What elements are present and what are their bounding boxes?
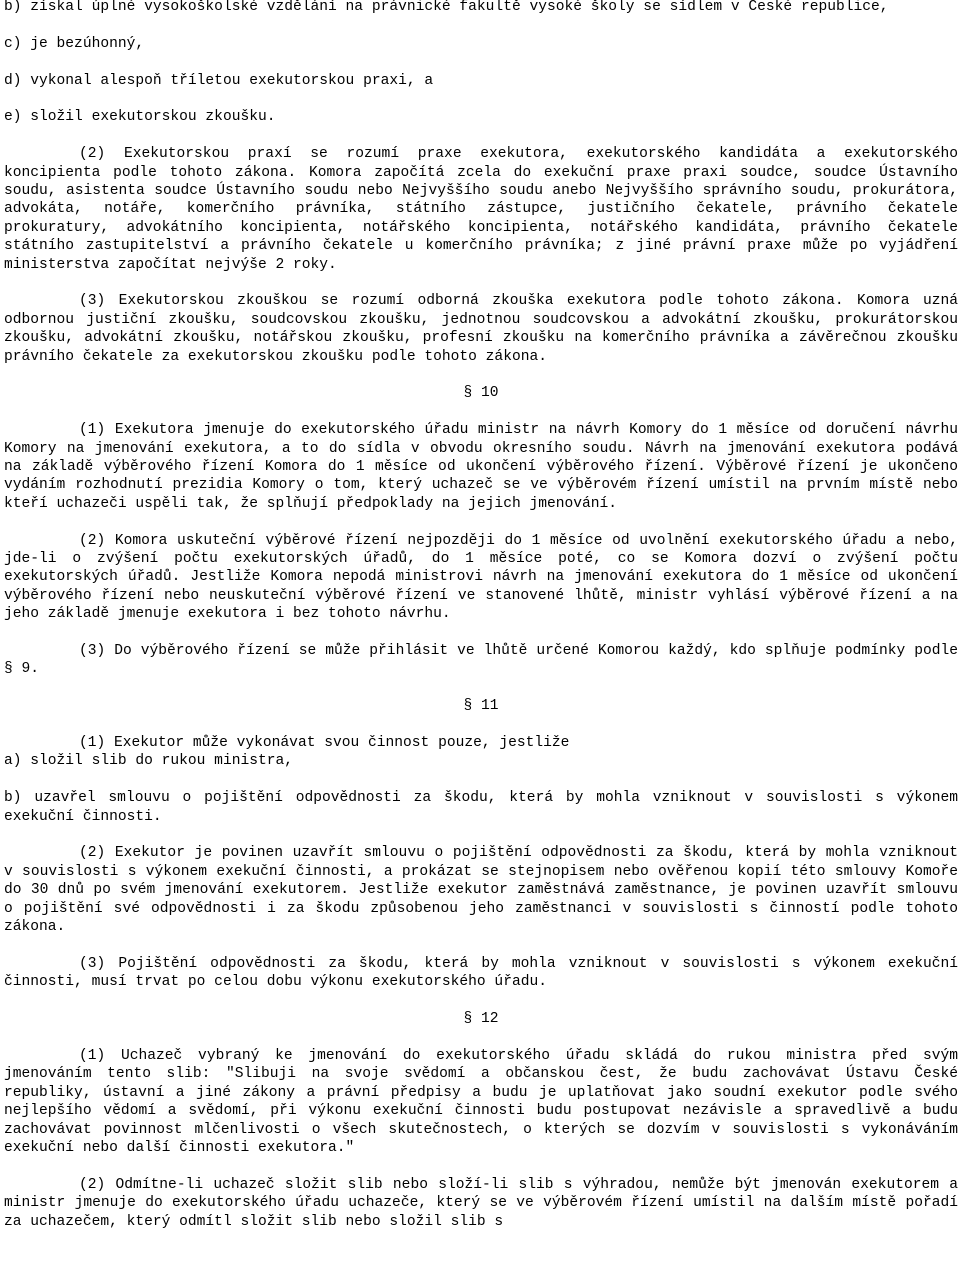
paragraph-12-1: (1) Uchazeč vybraný ke jmenování do exekutorského úřadu skládá do rukou ministra před svým jmenováním tento slib: "Slibuji na svoje svědomí a občanskou čest, že budu zachovávat Ústavu České republiky, ústavní a jiné zákony a právní předpisy a budu je uplatňovat jako soudní exekutor podle svého nejlepšího vědomí a svědomí, při výkonu exekuční činnosti budu postupovat nezávisle a spravedlivě a budu zachovávat povinnost mlčenlivosti o všech skutečnostech, o kterých se dozvím v souvislosti s vykonáváním exekuční nebo další činnosti exekutora." (4, 1047, 958, 1156)
paragraph-11-1: (1) Exekutor může vykonávat svou činnost pouze, jestliže (79, 735, 570, 752)
section-heading-11: § 11 (463, 698, 499, 715)
paragraph-9-2: (2) Exekutorskou praxí se rozumí praxe exekutora, exekutorského kandidáta a exekutorského koncipienta podle tohoto zákona. Komora započítá zcela do exekuční praxe praxi soudce, soudce Ústavního soudu, asistenta soudce Ústavního soudu nebo Nejvyššího soudu anebo Nejvyššího správního soudu, prokurátora, advokáta, notáře, komerčního právníka, státního zástupce, justičního čekatele, právního čekatele prokuratury, advokátního koncipienta, notářského koncipienta, notářského kandidáta, právního čekatele státního zastupitelství a právního čekatele u komerčního právníka; z jiné právní praxe může po vyjádření ministerstva započítat nejvýše 2 roky. (4, 146, 958, 273)
list-item-d: d) vykonal alespoň tříletou exekutorskou praxi, a (4, 72, 434, 89)
paragraph-11-3: (3) Pojištění odpovědnosti za škodu, která by mohla vzniknout v souvislosti s výkonem exekuční činnosti, musí trvat po celou dobu výkonu exekutorského úřadu. (4, 955, 958, 991)
list-item-b: b) získal úplné vysokoškolské vzdělání na právnické fakultě vysoké školy se sídlem v České republice, (4, 0, 889, 15)
paragraph-10-3: (3) Do výběrového řízení se může přihlásit ve lhůtě určené Komorou každý, kdo splňuje podmínky podle § 9. (4, 643, 958, 678)
list-item-a: a) složil slib do rukou ministra, (4, 753, 294, 770)
section-heading-12: § 12 (463, 1011, 499, 1028)
list-item-c: c) je bezúhonný, (4, 35, 145, 52)
section-heading-10: § 10 (463, 385, 499, 402)
document-page (4, 0, 958, 1249)
list-item-b-11: b) uzavřel smlouvu o pojištění odpovědnosti za škodu, která by mohla vzniknout v souvislosti s výkonem exekuční činnosti. (4, 790, 958, 825)
list-item-e: e) složil exekutorskou zkoušku. (4, 109, 276, 126)
paragraph-12-2: (2) Odmítne-li uchazeč složit slib nebo složí-li slib s výhradou, nemůže být jmenován exekutorem a ministr jmenuje do exekutorského úřadu uchazeče, který se ve výběrovém řízení umístil na dalším místě pořadí za uchazečem, který odmítl složit slib nebo složil slib s (4, 1176, 958, 1230)
paragraph-9-3: (3) Exekutorskou zkouškou se rozumí odborná zkouška exekutora podle tohoto zákona. Komora uzná odbornou justiční zkoušku, soudcovskou zkoušku, jednotnou soudcovskou a advokátní zkoušku, prokurátorskou zkoušku, advokátní zkoušku, notářskou zkoušku, profesní zkoušku na komerčního právníka a závěrečnou zkoušku právního čekatele za exekutorskou zkoušku podle tohoto zákona. (4, 293, 958, 365)
paragraph-11-2: (2) Exekutor je povinen uzavřít smlouvu o pojištění odpovědnosti za škodu, která by mohla vzniknout v souvislosti s výkonem exekuční činnosti, a prokázat se stejnopisem nebo ověřenou kopií této smlouvy Komoře do 30 dnů po svém jmenování exekutorem. Jestliže exekutor zaměstnává zaměstnance, je povinen uzavřít smlouvu o pojištění své odpovědnosti i za škodu způsobenou jeho zaměstnanci v souvislosti s činností podle tohoto zákona. (4, 845, 958, 936)
paragraph-10-1: (1) Exekutora jmenuje do exekutorského úřadu ministr na návrh Komory do 1 měsíce od doručení návrhu Komory na jmenování exekutora, a to do sídla v obvodu okresního soudu. Návrh na jmenování exekutora podává na základě výběrového řízení Komora do 1 měsíce od ukončení výběrového řízení. Výběrové řízení je ukončeno vydáním rozhodnutí prezidia Komory o tom, který uchazeč se ve výběrovém řízení umístil na prvním místě nebo kteří uchazeči uspěli tak, že splňují předpoklady na jejich jmenování. (4, 422, 958, 512)
paragraph-10-2: (2) Komora uskuteční výběrové řízení nejpozději do 1 měsíce od uvolnění exekutorského úřadu a nebo, jde-li o zvýšení počtu exekutorských úřadů, do 1 měsíce poté, co se Komora dozví o zvýšení počtu exekutorských úřadů. Jestliže Komora nepodá ministrovi návrh na jmenování exekutora do 1 měsíce od ukončení výběrového řízení nebo neuskuteční výběrové řízení ve stanovené lhůtě, ministr vyhlásí výběrové řízení a na jeho základě jmenuje exekutora i bez tohoto návrhu. (4, 532, 958, 623)
